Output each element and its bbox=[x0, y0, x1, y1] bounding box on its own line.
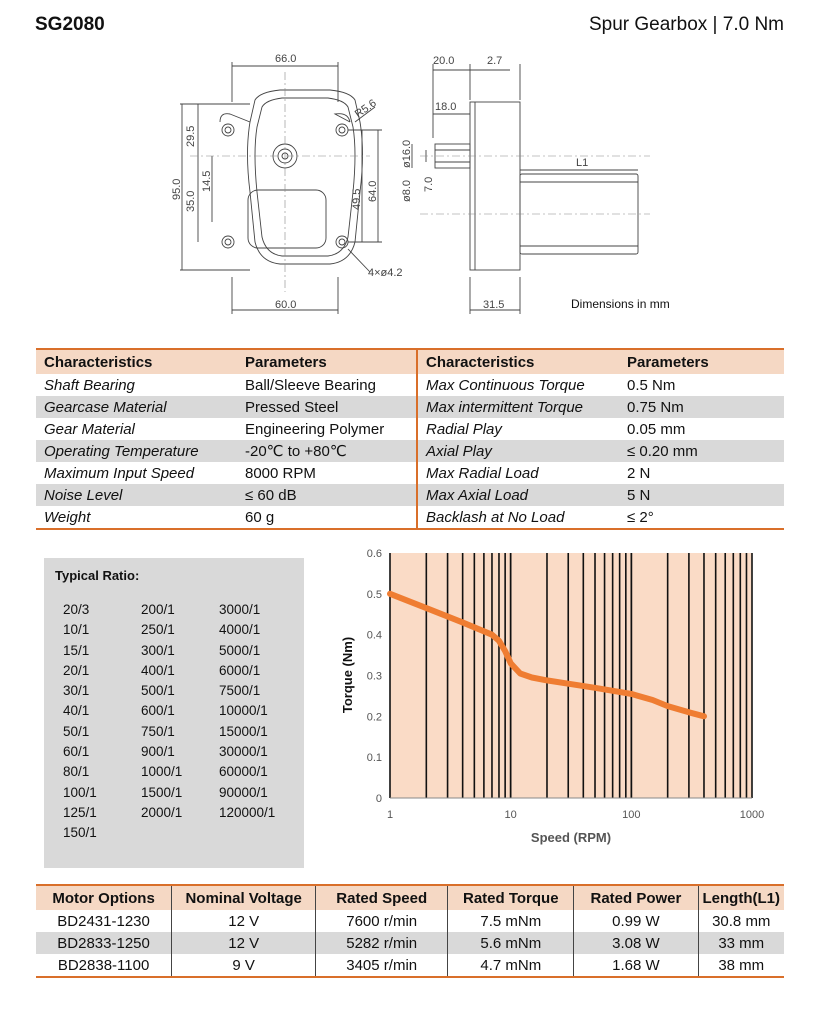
ratio-column-2 bbox=[141, 600, 182, 823]
table-cell: -20℃ to +80℃ bbox=[237, 440, 417, 462]
column-header: Rated Speed bbox=[316, 885, 448, 910]
dimension-drawing bbox=[170, 52, 690, 322]
gearbox-side bbox=[470, 102, 520, 270]
dim-14-5: 14.5 bbox=[201, 170, 213, 192]
table-cell: Max Continuous Torque bbox=[426, 376, 585, 394]
y-tick-label: 0.1 bbox=[366, 752, 382, 765]
dim-2-7: 2.7 bbox=[487, 55, 503, 67]
ratio-item: 50/1 bbox=[63, 723, 90, 739]
ratio-item: 250/1 bbox=[141, 622, 175, 638]
characteristics-table bbox=[36, 348, 784, 530]
ratio-item: 80/1 bbox=[63, 764, 90, 780]
column-header: Rated Power bbox=[574, 885, 698, 910]
x-tick-label: 1 bbox=[386, 809, 394, 821]
ratio-item: 300/1 bbox=[141, 642, 175, 658]
table-cell: 0.75 Nm bbox=[619, 396, 784, 418]
typical-ratio-box bbox=[44, 558, 304, 868]
dim-phi16: ø16.0 bbox=[401, 139, 413, 168]
table-cell: ≤ 2° bbox=[619, 506, 784, 529]
table-row bbox=[36, 418, 784, 440]
table-cell: 0.05 mm bbox=[627, 420, 686, 438]
table-cell: BD2838-1100 bbox=[36, 954, 172, 977]
ratio-item: 7500/1 bbox=[219, 683, 261, 699]
table-row bbox=[36, 932, 784, 954]
torque-speed-chart bbox=[320, 545, 790, 860]
column-header: Characteristics bbox=[417, 349, 619, 374]
table-cell: 33 mm bbox=[698, 932, 784, 954]
dim-35: 35.0 bbox=[185, 190, 197, 212]
y-tick-label: 0.6 bbox=[366, 548, 382, 560]
table-cell: Engineering Polymer bbox=[237, 418, 417, 440]
dim-31-5: 31.5 bbox=[483, 299, 505, 311]
gearbox-front-outline bbox=[248, 90, 363, 264]
ratio-item: 2000/1 bbox=[141, 804, 183, 820]
ratio-item: 900/1 bbox=[141, 744, 175, 760]
ratio-item: 4000/1 bbox=[219, 622, 261, 638]
ratio-item: 500/1 bbox=[141, 683, 175, 699]
table-cell: Pressed Steel bbox=[237, 396, 417, 418]
table-cell: Axial Play bbox=[417, 440, 619, 462]
ratio-item: 15/1 bbox=[63, 642, 90, 658]
table-cell: Max Radial Load bbox=[426, 464, 539, 482]
dim-64: 64.0 bbox=[367, 180, 379, 202]
ratio-item: 750/1 bbox=[141, 723, 175, 739]
product-title: SG2080 bbox=[35, 14, 105, 35]
dim-r5-6: R5.6 bbox=[352, 97, 379, 121]
ratio-item: 1500/1 bbox=[141, 784, 183, 800]
mount-hole bbox=[336, 124, 348, 136]
table-cell: 0.99 W bbox=[574, 910, 698, 932]
dim-phi8: ø8.0 bbox=[401, 179, 413, 202]
ratio-item: 6000/1 bbox=[219, 662, 261, 678]
ratio-item: 20/3 bbox=[63, 602, 90, 617]
column-header: Parameters bbox=[619, 349, 784, 374]
table-cell: Max intermittent Torque bbox=[417, 396, 619, 418]
mount-hole bbox=[222, 124, 234, 136]
table-cell: 5.6 mNm bbox=[448, 932, 574, 954]
table-cell: 5282 r/min bbox=[316, 932, 448, 954]
table-cell: Operating Temperature bbox=[36, 440, 237, 462]
table-cell: 30.8 mm bbox=[698, 910, 784, 932]
ratio-item: 15000/1 bbox=[219, 723, 268, 739]
dim-29-5: 29.5 bbox=[185, 125, 197, 147]
column-header: Motor Options bbox=[36, 885, 172, 910]
column-header: Parameters bbox=[237, 349, 417, 374]
table-cell: 60 g bbox=[237, 506, 417, 529]
table-cell: 0.5 Nm bbox=[627, 376, 676, 394]
ratio-item: 60/1 bbox=[63, 744, 90, 760]
table-cell: 38 mm bbox=[698, 954, 784, 977]
table-row bbox=[36, 484, 784, 506]
ratio-item: 150/1 bbox=[63, 825, 97, 841]
table-cell: 12 V bbox=[172, 910, 316, 932]
table-cell: Weight bbox=[36, 506, 237, 529]
ratio-item: 200/1 bbox=[141, 602, 175, 617]
ratio-item: 30/1 bbox=[63, 683, 90, 699]
dimensions-note: Dimensions in mm bbox=[571, 297, 670, 311]
table-cell: Gearcase Material bbox=[36, 396, 237, 418]
table-row bbox=[36, 910, 784, 932]
table-cell: 9 V bbox=[172, 954, 316, 977]
y-tick-label: 0.3 bbox=[366, 670, 382, 683]
plot-area bbox=[390, 553, 752, 798]
table-cell: Gear Material bbox=[44, 420, 135, 438]
y-tick-label: 0.5 bbox=[366, 588, 382, 601]
table-cell: Max Axial Load bbox=[417, 484, 619, 506]
ratio-item: 10/1 bbox=[63, 622, 90, 638]
table-cell: 5 N bbox=[619, 484, 784, 506]
table-row bbox=[36, 374, 784, 396]
table-cell: 2 N bbox=[627, 464, 651, 482]
motor-options-table bbox=[36, 884, 784, 978]
ratio-item: 10000/1 bbox=[219, 703, 268, 719]
ratio-column-3 bbox=[219, 600, 275, 823]
table-cell: Backlash at No Load bbox=[417, 506, 619, 529]
ratio-item: 400/1 bbox=[141, 662, 175, 678]
y-tick-label: 0.4 bbox=[366, 629, 382, 642]
column-header: Length(L1) bbox=[698, 885, 784, 910]
x-axis-label: Speed (RPM) bbox=[530, 830, 612, 845]
ratio-item: 90000/1 bbox=[219, 784, 268, 800]
x-tick-label: 100 bbox=[622, 809, 641, 821]
table-row bbox=[36, 440, 784, 462]
ratio-item: 60000/1 bbox=[219, 764, 268, 780]
table-cell: BD2431-1230 bbox=[57, 912, 150, 930]
column-header: Nominal Voltage bbox=[172, 885, 316, 910]
ratio-column-1 bbox=[63, 600, 97, 844]
table-cell: BD2833-1250 bbox=[36, 932, 172, 954]
table-row bbox=[36, 954, 784, 977]
characteristics-header-row bbox=[36, 349, 784, 374]
ratio-item: 30000/1 bbox=[219, 744, 268, 760]
table-cell: 7600 r/min bbox=[316, 910, 448, 932]
ratio-item: 20/1 bbox=[63, 662, 90, 678]
column-header: Rated Torque bbox=[448, 885, 574, 910]
ratio-item: 125/1 bbox=[63, 804, 97, 820]
table-row bbox=[36, 396, 784, 418]
table-row bbox=[36, 462, 784, 484]
table-cell: ≤ 0.20 mm bbox=[619, 440, 784, 462]
table-cell: 1.68 W bbox=[574, 954, 698, 977]
ratio-item: 3000/1 bbox=[219, 602, 261, 617]
motor-header-row bbox=[36, 885, 784, 910]
dim-66: 66.0 bbox=[275, 53, 297, 65]
dim-l1: L1 bbox=[576, 157, 589, 169]
ratio-item: 600/1 bbox=[141, 703, 175, 719]
column-header: Characteristics bbox=[36, 349, 237, 374]
ratio-item: 5000/1 bbox=[219, 642, 261, 658]
table-cell: 4.7 mNm bbox=[448, 954, 574, 977]
table-cell: 3.08 W bbox=[574, 932, 698, 954]
dim-7: 7.0 bbox=[423, 176, 435, 192]
mount-hole bbox=[222, 236, 234, 248]
ratio-item: 120000/1 bbox=[219, 804, 276, 820]
y-tick-label: 0 bbox=[375, 793, 382, 805]
table-cell: ≤ 60 dB bbox=[237, 484, 417, 506]
table-cell: 3405 r/min bbox=[316, 954, 448, 977]
dim-holes: 4×ø4.2 bbox=[368, 267, 403, 279]
y-axis-label: Torque (Nm) bbox=[340, 636, 355, 714]
table-cell: Maximum Input Speed bbox=[44, 464, 195, 482]
dim-60: 60.0 bbox=[275, 299, 297, 311]
table-cell: Ball/Sleeve Bearing bbox=[237, 374, 417, 396]
dim-20: 20.0 bbox=[433, 55, 455, 67]
table-row bbox=[36, 506, 784, 529]
table-cell: Noise Level bbox=[36, 484, 237, 506]
y-tick-label: 0.2 bbox=[366, 711, 382, 724]
table-cell: 12 V bbox=[172, 932, 316, 954]
dim-95: 95.0 bbox=[171, 178, 183, 200]
dim-18: 18.0 bbox=[435, 101, 457, 113]
table-cell: 8000 RPM bbox=[237, 462, 417, 484]
ratio-item: 100/1 bbox=[63, 784, 97, 800]
x-tick-label: 1000 bbox=[739, 809, 765, 821]
ratio-title: Typical Ratio: bbox=[55, 568, 140, 583]
table-cell: Shaft Bearing bbox=[44, 376, 135, 394]
ratio-item: 40/1 bbox=[63, 703, 90, 719]
dim-49-5: 49.5 bbox=[351, 188, 363, 210]
x-tick-label: 10 bbox=[504, 809, 517, 821]
table-cell: 7.5 mNm bbox=[448, 910, 574, 932]
product-subtitle: Spur Gearbox | 7.0 Nm bbox=[588, 14, 784, 35]
table-cell: Radial Play bbox=[426, 420, 502, 438]
ratio-item: 1000/1 bbox=[141, 764, 183, 780]
